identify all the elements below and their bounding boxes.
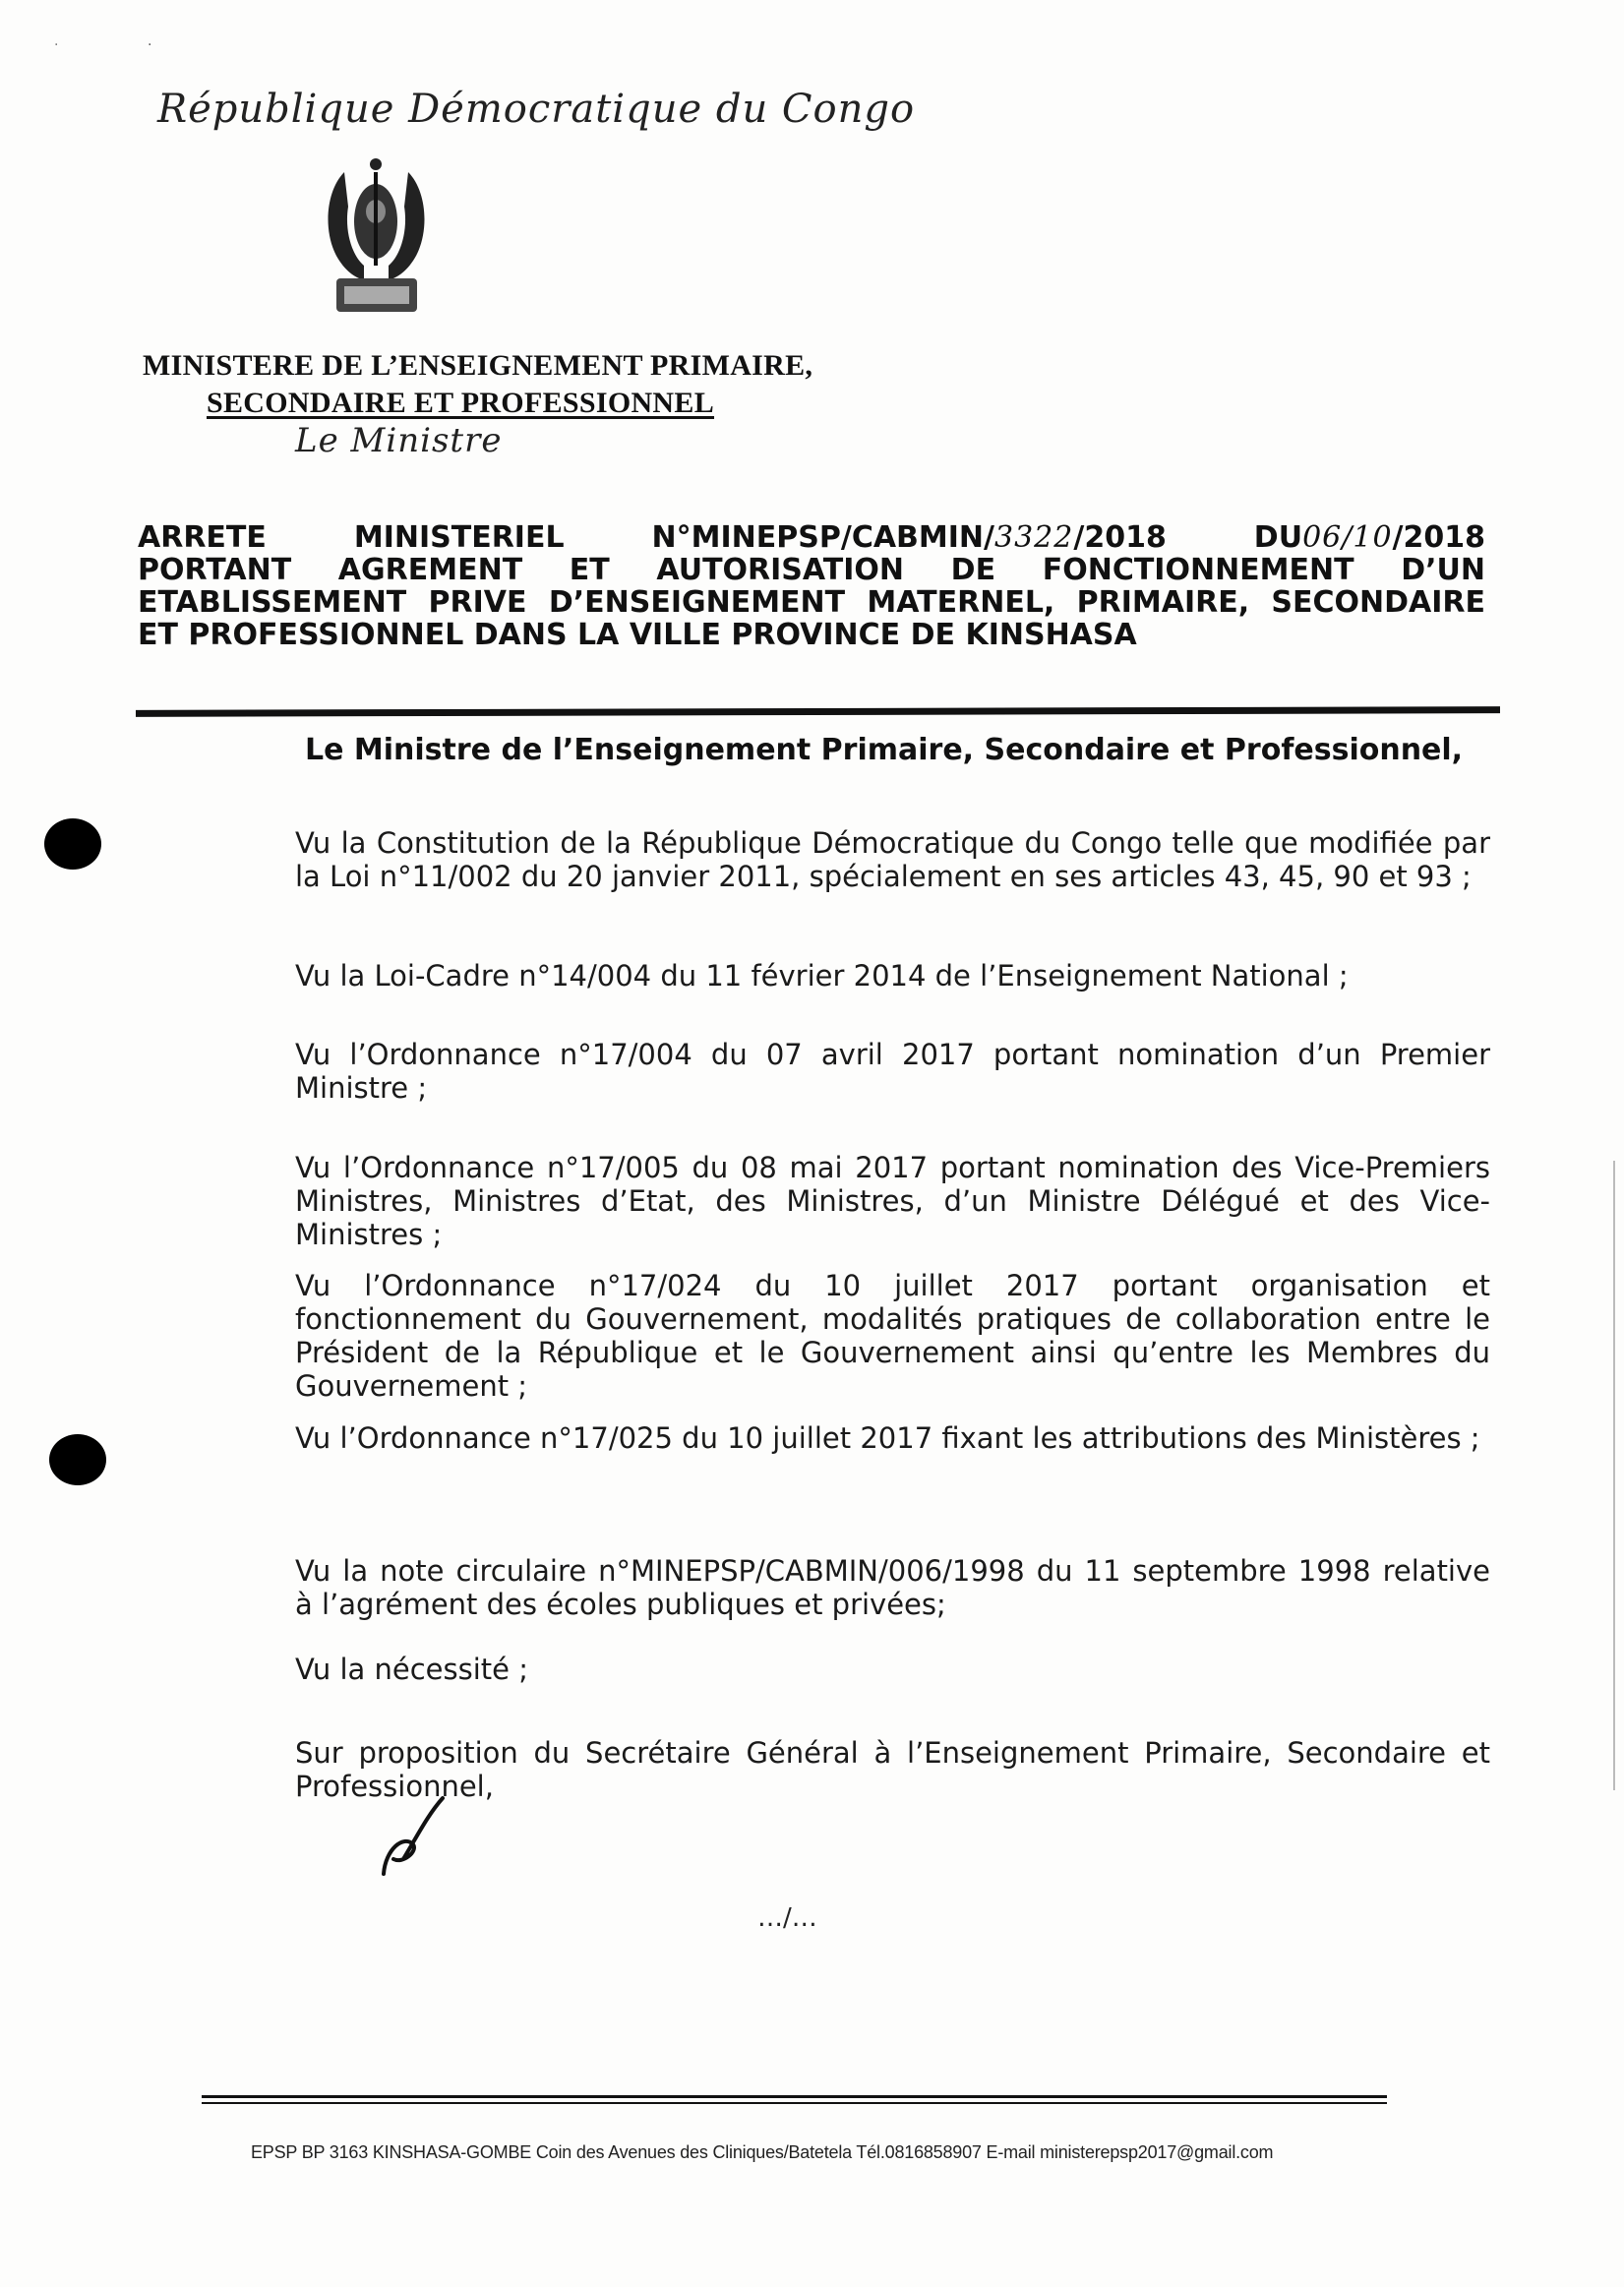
consideration-paragraph: Vu l’Ordonnance n°17/004 du 07 avril 2017 portant nomination d’un Premier Ministre ; <box>295 1038 1490 1105</box>
ministry-name-line2: SECONDAIRE ET PROFESSIONNEL <box>207 387 715 419</box>
footer-contact: EPSP BP 3163 KINSHASA-GOMBE Coin des Avenues des Cliniques/Batetela Tél.0816858907 E-mail ministerepsp2017@gmail.com <box>251 2142 1274 2162</box>
consideration-paragraph: Vu l’Ordonnance n°17/024 du 10 juillet 2017 portant organisation et fonctionnement du Gouvernement, modalités pratiques de collaboration entre le Président de la République et le Gouvernement ainsi qu’entre les Membres du Gouvernement ; <box>295 1269 1490 1403</box>
consideration-paragraph: Vu la note circulaire n°MINEPSP/CABMIN/006/1998 du 11 septembre 1998 relative à l’agrément des écoles publiques et privées; <box>295 1554 1490 1621</box>
consideration-paragraph: Vu la Constitution de la République Démocratique du Congo telle que modifiée par la Loi n°11/002 du 20 janvier 2011, spécialement en ses articles 43, 45, 90 et 93 ; <box>295 826 1490 893</box>
handwritten-initial-mark <box>374 1790 452 1879</box>
arrete-title-line2: PORTANT AGREMENT ET AUTORISATION DE FONCTIONNEMENT D’UN <box>138 553 1485 587</box>
arrete-title-line3: ETABLISSEMENT PRIVE D’ENSEIGNEMENT MATERNEL, PRIMAIRE, SECONDAIRE <box>138 585 1485 620</box>
arrete-title-line4: ET PROFESSIONNEL DANS LA VILLE PROVINCE DE KINSHASA <box>138 618 1137 652</box>
scan-speck: · <box>54 37 59 53</box>
footer-divider <box>202 2102 1387 2104</box>
continuation-marker: …/… <box>757 1903 817 1933</box>
arrete-title-line1: ARRETE MINISTERIEL N°MINEPSP/CABMIN/3322/2018 DU06/10/2018 <box>138 520 1485 555</box>
punch-hole-mark <box>49 1434 106 1485</box>
punch-hole-mark <box>44 818 101 870</box>
consideration-paragraph: Vu la nécessité ; <box>295 1653 528 1686</box>
le-ministre-label: Le Ministre <box>295 421 503 460</box>
consideration-paragraph: Vu l’Ordonnance n°17/005 du 08 mai 2017 portant nomination des Vice-Premiers Ministres, Ministres d’Etat, des Ministres, d’un Ministre Délégué et des Vice-Ministres ; <box>295 1151 1490 1251</box>
consideration-paragraph: Vu l’Ordonnance n°17/025 du 10 juillet 2017 fixant les attributions des Ministères ; <box>295 1421 1480 1455</box>
handwritten-date-month: 10 <box>1353 520 1393 555</box>
scan-speck: · <box>148 37 152 53</box>
coat-of-arms-emblem <box>315 152 438 325</box>
title-divider <box>136 706 1500 717</box>
footer-divider <box>202 2095 1387 2098</box>
consideration-paragraph: Sur proposition du Secrétaire Général à l’Enseignement Primaire, Secondaire et Professionnel, <box>295 1736 1490 1803</box>
republic-header: République Démocratique du Congo <box>157 87 916 132</box>
ministry-name-line1: MINISTERE DE L’ENSEIGNEMENT PRIMAIRE, <box>143 349 813 382</box>
consideration-paragraph: Vu la Loi-Cadre n°14/004 du 11 février 2014 de l’Enseignement National ; <box>295 959 1349 993</box>
minister-heading: Le Ministre de l’Enseignement Primaire, Secondaire et Professionnel, <box>305 733 1464 767</box>
scan-edge <box>1613 1161 1615 1790</box>
handwritten-date-day: 06 <box>1302 520 1343 555</box>
handwritten-arrete-number: 3322 <box>994 520 1074 555</box>
arrete-title <box>138 521 1485 651</box>
